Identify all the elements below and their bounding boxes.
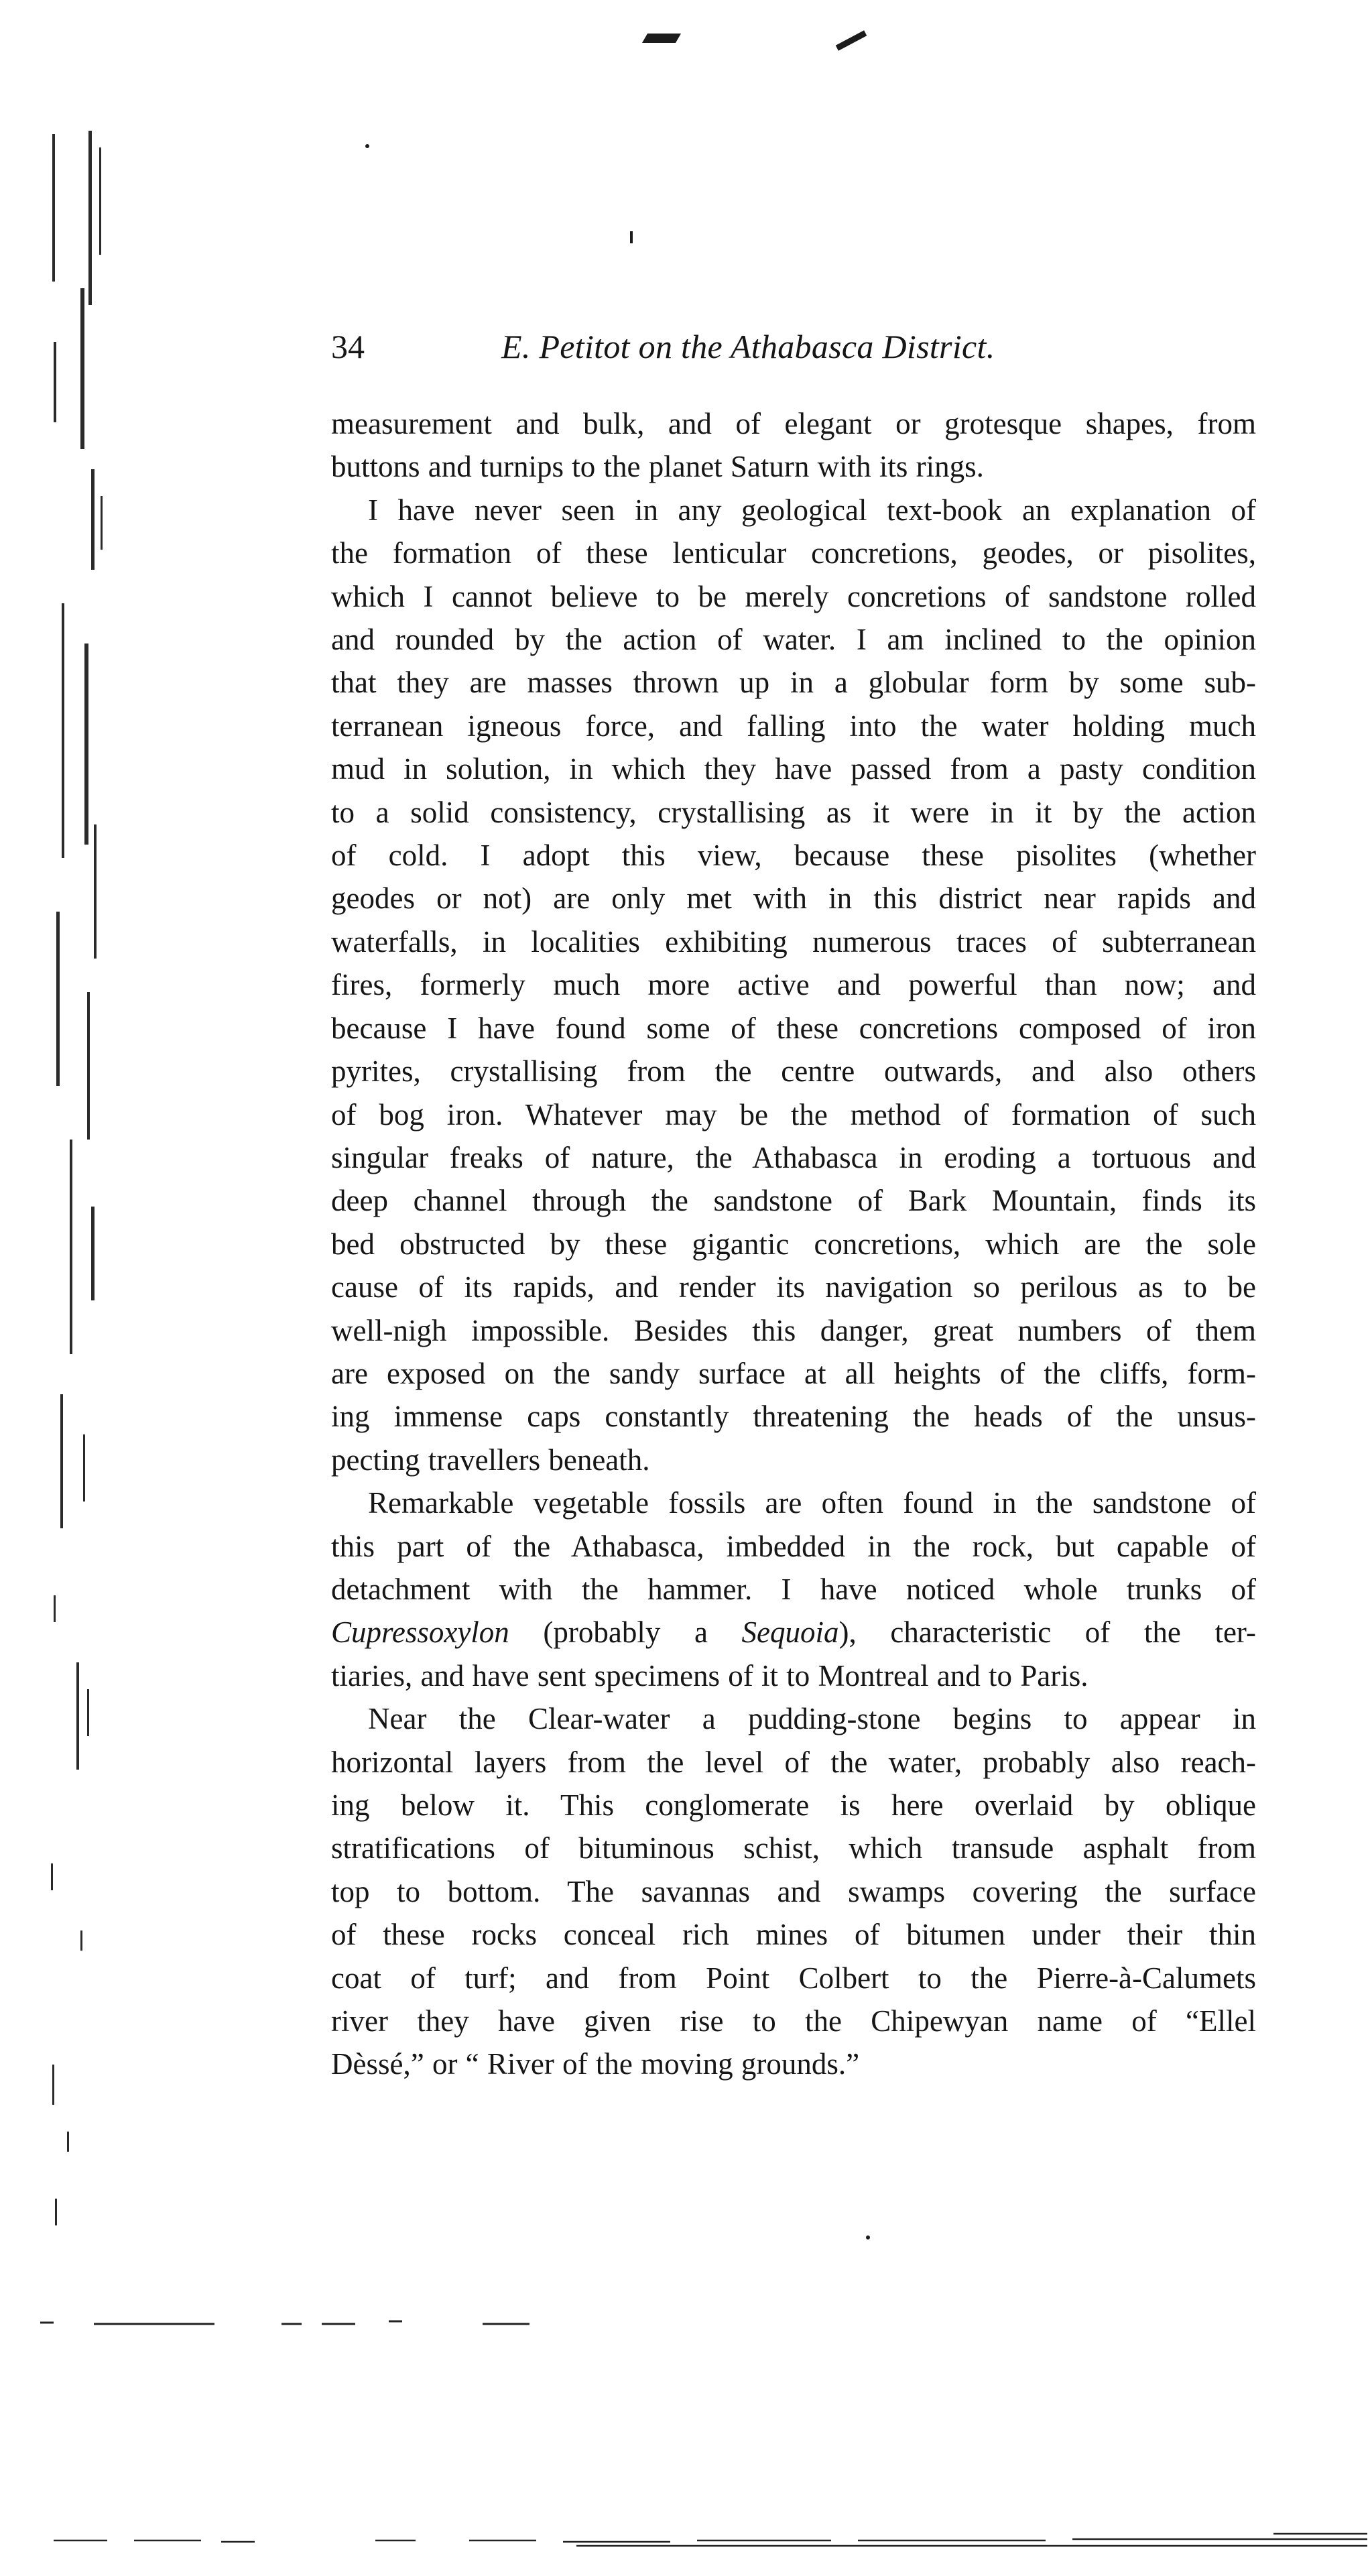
text-line: ing immense caps constantly threatening the heads of the unsus-	[331, 1400, 1256, 1434]
text-line: deep channel through the sandstone of Bark Mountain, finds its	[331, 1184, 1256, 1218]
text-line: of cold. I adopt this view, because these pisolites (whether	[331, 839, 1256, 873]
text-line: coat of turf; and from Point Colbert to the Pierre-à-Calumets	[331, 1961, 1256, 1995]
running-header	[331, 327, 1095, 374]
text-line: of bog iron. Whatever may be the method of formation of such	[331, 1097, 1256, 1131]
text-line: of these rocks conceal rich mines of bitumen under their thin	[331, 1918, 1256, 1952]
text-line: because I have found some of these concretions composed of iron	[331, 1011, 1256, 1045]
text-line: geodes or not) are only met with in this district near rapids and	[331, 881, 1256, 916]
text-line: Near the Clear-water a pudding-stone begins to appear in	[368, 1702, 1256, 1736]
text-line: and rounded by the action of water. I am inclined to the opinion	[331, 623, 1256, 657]
paragraph-4	[331, 1697, 1256, 2086]
italic-term: Sequoia	[741, 1615, 839, 1650]
text-line: detachment with the hammer. I have noticed whole trunks of	[331, 1572, 1256, 1606]
text-line: Dèssé,” or “ River of the moving grounds.”	[331, 2047, 860, 2081]
text-line: pecting travellers beneath.	[331, 1443, 650, 1477]
paragraph-1	[331, 402, 1256, 489]
binding-edge-marks	[27, 121, 121, 2400]
text-line: Remarkable vegetable fossils are often found in the sandstone of	[368, 1486, 1256, 1520]
text-line: river they have given rise to the Chipewyan name of “Ellel	[331, 2004, 1256, 2038]
text-line: this part of the Athabasca, imbedded in the rock, but capable of	[331, 1529, 1256, 1563]
text-line: well-nigh impossible. Besides this danger, great numbers of them	[331, 1313, 1256, 1347]
scan-mark-top-left	[642, 34, 681, 43]
text-line: mud in solution, in which they have passed from a pasty condition	[331, 752, 1256, 786]
text-line: horizontal layers from the level of the water, probably also reach-	[331, 1745, 1256, 1779]
text-line: stratifications of bituminous schist, which transude asphalt from	[331, 1831, 1256, 1865]
text-line: singular freaks of nature, the Athabasca in eroding a tortuous and	[331, 1140, 1256, 1174]
page-number: 34	[331, 328, 365, 365]
text-line: cause of its rapids, and render its navigation so perilous as to be	[331, 1270, 1256, 1304]
paragraph-2	[331, 489, 1256, 1481]
text-line: to a solid consistency, crystallising as it were in it by the action	[331, 795, 1256, 829]
text-line: fires, formerly much more active and powerful than now; and	[331, 968, 1256, 1002]
text-line: bed obstructed by these gigantic concretions, which are the sole	[331, 1227, 1256, 1261]
text-line-with-italics: Cupressoxylon (probably a Sequoia), characteristic of the ter-	[331, 1615, 1257, 1650]
scan-speck	[866, 2235, 870, 2240]
text-line: ing below it. This conglomerate is here overlaid by oblique	[331, 1788, 1256, 1822]
text-line: measurement and bulk, and of elegant or grotesque shapes, from	[331, 407, 1256, 440]
text-line: pyrites, crystallising from the centre outwards, and also others	[331, 1054, 1256, 1089]
scan-speck	[630, 231, 633, 243]
scan-mark-top-right	[836, 30, 867, 50]
text-line: which I cannot believe to be merely concretions of sandstone rolled	[331, 579, 1256, 613]
text-line: tiaries, and have sent specimens of it to Montreal and to Paris.	[331, 1658, 1088, 1693]
bottom-scan-rules	[0, 2514, 1372, 2554]
scan-speck	[365, 144, 369, 148]
text-line: the formation of these lenticular concretions, geodes, or pisolites,	[331, 536, 1256, 570]
scan-dash-line	[40, 2316, 550, 2329]
text-line: buttons and turnips to the planet Saturn with its rings.	[331, 450, 984, 484]
text-line: are exposed on the sandy surface at all heights of the cliffs, form-	[331, 1356, 1256, 1390]
text-line: terranean igneous force, and falling into the water holding much	[331, 709, 1256, 743]
paragraph-3	[331, 1481, 1256, 1697]
italic-term: Cupressoxylon	[331, 1615, 509, 1650]
text-line: I have never seen in any geological text-book an explanation of	[368, 493, 1256, 527]
text-line: that they are masses thrown up in a globular form by some sub-	[331, 666, 1256, 700]
text-line: top to bottom. The savannas and swamps covering the surface	[331, 1874, 1256, 1908]
running-title: E. Petitot on the Athabasca District.	[501, 328, 995, 365]
text-line: waterfalls, in localities exhibiting numerous traces of subterranean	[331, 924, 1256, 959]
body-text	[331, 402, 1256, 2086]
